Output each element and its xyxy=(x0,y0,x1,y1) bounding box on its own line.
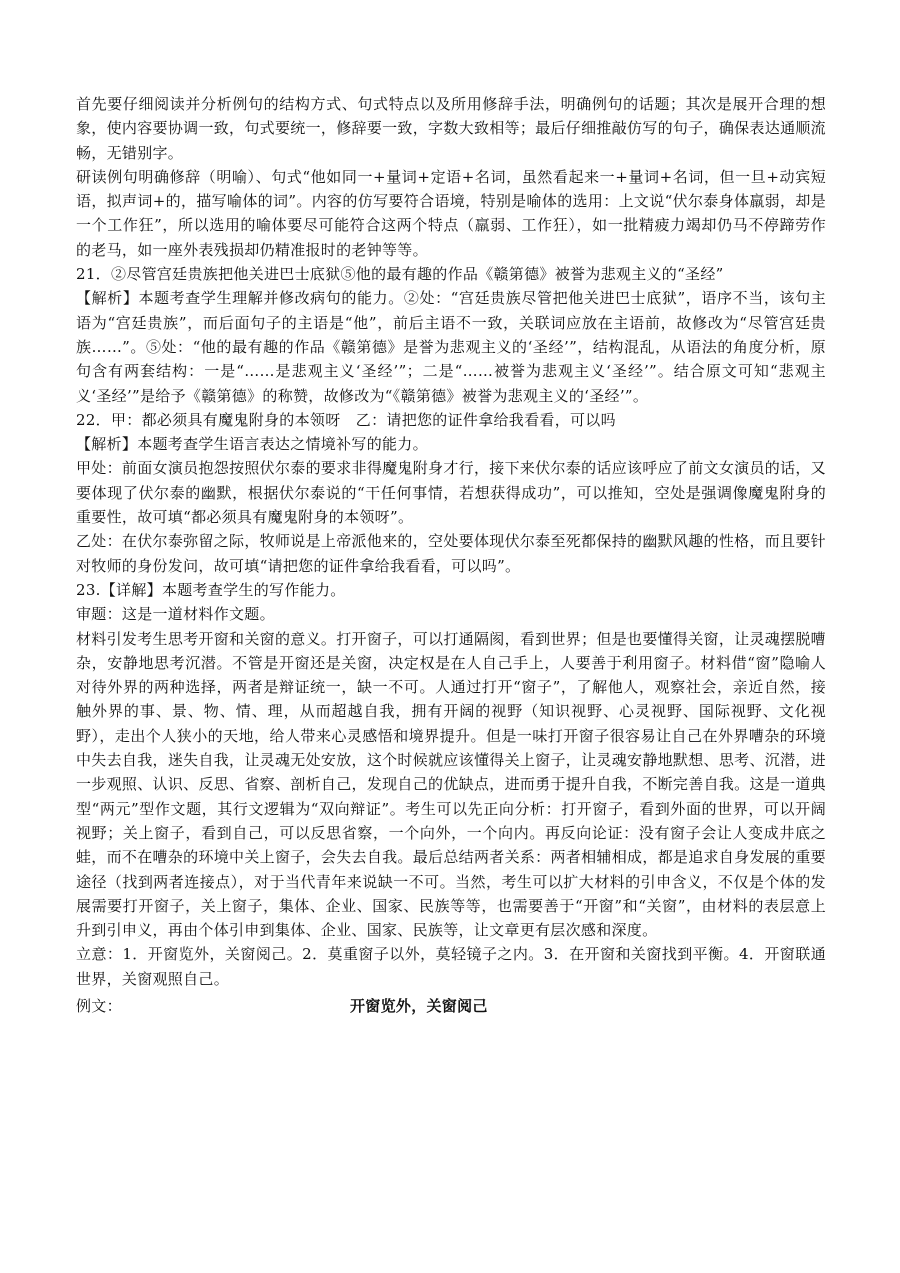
answer-21: 21．②尽管宫廷贵族把他关进巴士底狱⑤他的最有趣的作品《赣第德》被誉为悲观主义的“圣经” xyxy=(76,265,724,284)
topic-review: 审题：这是一道材料作文题。 xyxy=(76,605,275,624)
example-essay-title: 开窗览外，关窗阅己 xyxy=(350,996,488,1015)
answer-22: 22．甲：都必须具有魔鬼附身的本领呀 乙：请把您的证件拿给我看看，可以吗 xyxy=(76,410,616,429)
example-label: 例文： xyxy=(76,996,122,1015)
example-essay-header xyxy=(76,994,826,1018)
document-page xyxy=(76,92,826,1018)
analysis-21: 【解析】本题考查学生理解并修改病句的能力。②处：“宫廷贵族尽管把他关进巴士底狱”，语序不当，该句主语为“宫廷贵族”，而后面句子的主语是“他”，前后主语不一致，关联词应放在主语前，故修改为“尽管宫廷贵族……”。⑤处：“他的最有趣的作品《赣第德》是誉为悲观主义的‘圣经’”，结构混乱，从语法的角度分析，原句含有两套结构：一是“……是悲观主义‘圣经’”；二是“……被誉为悲观主义‘圣经’”。结合原文可知“悲观主义‘圣经’”是给予《赣第德》的称赞，故修改为“《赣第德》被誉为悲观主义的‘圣经’”。 xyxy=(76,289,826,405)
thesis-options: 立意：1．开窗览外，关窗阅己。2．莫重窗子以外，莫轻镜子之内。3．在开窗和关窗找到平衡。4．开窗联通世界，关窗观照自己。 xyxy=(76,945,826,988)
paragraph-imitation-method: 首先要仔细阅读并分析例句的结构方式、句式特点以及所用修辞手法，明确例句的话题；其次是展开合理的想象，使内容要协调一致，句式要统一，修辞要一致，字数大致相等；最后仔细推敲仿写的句子，确保表达通顺流畅，无错别字。 xyxy=(76,95,826,162)
analysis-22-part-a: 甲处：前面女演员抱怨按照伏尔泰的要求非得魔鬼附身才行，接下来伏尔泰的话应该呼应了前文女演员的话，又要体现了伏尔泰的幽默，根据伏尔泰说的“干任何事情，若想获得成功”，可以推知，空处是强调像魔鬼附身的重要性，故可填“都必须具有魔鬼附身的本领呀”。 xyxy=(76,459,826,527)
answer-23: 23.【详解】本题考查学生的写作能力。 xyxy=(76,580,346,599)
analysis-22-part-b: 乙处：在伏尔泰弥留之际，牧师说是上帝派他来的，空处要体现伏尔泰至死都保持的幽默风趣的性格，而且要针对牧师的身份发问，故可填“请把您的证件拿给我看看，可以吗”。 xyxy=(76,532,826,575)
analysis-22: 【解析】本题考查学生语言表达之情境补写的能力。 xyxy=(76,435,428,454)
paragraph-imitation-analysis: 研读例句明确修辞（明喻）、句式“他如同一+量词+定语+名词，虽然看起来一+量词+名词，但一旦+动宾短语，拟声词+的，描写喻体的词”。内容的仿写要符合语境，特别是喻体的选用：上文说“伏尔泰身体羸弱，却是一个工作狂”，所以选用的喻体要尽可能符合这两个特点（羸弱、工作狂），如一批精疲力竭却仍马不停蹄劳作的老马，如一座外表残损却仍精准报时的老钟等等。 xyxy=(76,167,826,259)
material-analysis: 材料引发考生思考开窗和关窗的意义。打开窗子，可以打通隔阂，看到世界；但是也要懂得关窗，让灵魂摆脱嘈杂，安静地思考沉潜。不管是开窗还是关窗，决定权是在人自己手上，人要善于利用窗子。材料借“窗”隐喻人对待外界的两种选择，两者是辩证统一，缺一不可。人通过打开“窗子”，了解他人，观察社会，亲近自然，接触外界的事、景、物、情、理，从而超越自我，拥有开阔的视野（知识视野、心灵视野、国际视野、文化视野），走出个人狭小的天地，给人带来心灵感悟和境界提升。但是一味打开窗子很容易让自己在外界嘈杂的环境中失去自我，迷失自我，让灵魂无处安放，这个时候就应该懂得关上窗子，让灵魂安静地默想、思考、沉潜，进一步观照、认识、反思、省察、剖析自己，发现自己的优缺点，进而勇于提升自我，不断完善自我。这是一道典型“两元”型作文题，其行文逻辑为“双向辩证”。考生可以先正向分析：打开窗子，看到外面的世界，可以开阔视野；关上窗子，看到自己，可以反思省察，一个向外，一个向内。再反向论证：没有窗子会让人变成井底之蛙，而不在嘈杂的环境中关上窗子，会失去自我。最后总结两者关系：两者相辅相成，都是追求自身发展的重要途径（找到两者连接点），对于当代青年来说缺一不可。当然，考生可以扩大材料的引申含义，不仅是个体的发展需要打开窗子，关上窗子，集体、企业、国家、民族等等，也需要善于“开窗”和“关窗”，由材料的表层意上升到引申义，再由个体引申到集体、企业、国家、民族等，让文章更有层次感和深度。 xyxy=(76,629,826,940)
